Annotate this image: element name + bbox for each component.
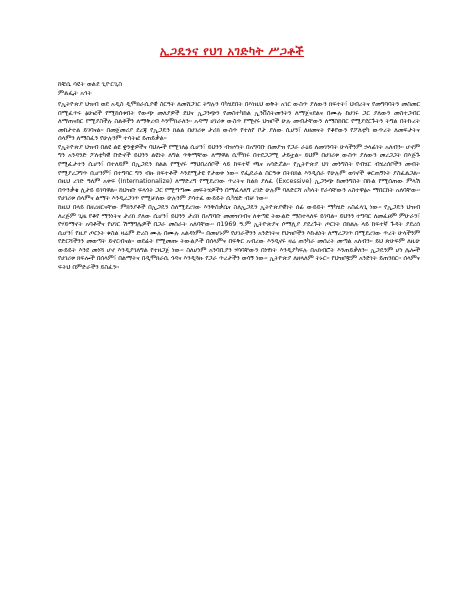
document-title: ኢጋዴንና የህገ አገድካት ሥጋቶች [159,44,305,58]
paragraph-3: ከዚህ በላይ በዘረዘርናቸው ምክንያቶች በኢጋዴን ስለሚደረገው እንቅስቃሴና ስለኢጋዴን ኢትዮጵያዊነት ሰፊ ውይይት ማካሄድ አስፈላጊ ነው፡፡ የኢጋዴን ህዝብ ለረጅም ጊዜ የቆየ ማንነትና ታሪክ ያለው ሲሆን፣ ይህንን ታሪክ በአግባቡ መመዝገብና ለቀጣዩ ትውልድ ማስተላለፍ ይገባል፡፡ ይህንን ተግባር ለመፈፀም ምሁራን፣ የሃይማኖት አባቶችና የሀገር ሽማግሌዎች በጋራ መስራት አለባቸው፡፡ በ1969 ዓ.ም ኢትዮጵያና ሶማሊያ ያደረጉት ጦርነት በክልሉ ላይ ከፍተኛ ጉዳት ያደረሰ ሲሆን፣ የዚያ ጦርነት ቁስል ዛሬም ድረስ ሙሉ በሙሉ አልዳነም፡፡ በመሆኑም የሀገራችንን አንድነትና የህዝቦችን እኩልነት ለማረጋገጥ በሚደረገው ጥረት ሁላችንም የድርሻችንን መወጣት ይኖርብናል፡፡ ወደፊት የሚመጡ ትውልዶች በሰላምና በፍቅር አብረው እንዲኖሩ ዛሬ ጠንካራ መሰረት መጣል አለብን፡፡ ይህ ጽሁፍም ለዚሁ ውይይት እንደ መነሻ ሆኖ እንዲያገለግል የተዘጋጀ ነው፡፡ ስለሆነም አንባቢያን ሃሳባቸውን በነፃነት እንዲያካፍሉ በአክብሮት እንጠይቃለን፡፡ ኢጋዴንም ሆነ ሌሎች የሀገሪቱ ክፍሎች በሰላም፣ በልማትና በዲሞክራሲ ጎዳና እንዲጓዙ የጋራ ጥረታችን ወሳኝ ነው፡፡ ኢትዮጵያ ለዘላለም ትኑር፡፡ የህዝቦቿም አንድነት ይጠንክር፡፡ ሰላምና ፍትህ በምድራችን ይስፈን፡፡ [58,203,420,271]
document-body [58,101,420,594]
author-block [58,80,122,97]
author-place: ምልፌት አጎት [58,88,92,97]
paragraph-1: የኢትዮጵያ ህዝብ ወደ አዲስ ዲሞክራሲያዊ ስርዓት ለመሸጋገር ትግሉን ባካሄደበት በእነዚህ ወቅት አገር ውስጥ ያለውን ክፍተት፣ ህብረትና የመግባባትን መስመር በሚፈጥሩ ፅሁፎች የሚከሰቱበት የውጭ መለያዎች ደህና ኢጋንጭን የመስተካከል ኢንቨስትመንትን ለማጀናደልና በሙሉ ከሀገሩ ጋር ያለውን መስተጋብር ለማጠናከር የሚያስችሉ ስልቶችን ለማቅረብ እንሞክራለን፡፡ አዳማ ሀገሪቱ ውስጥ የሚኖሩ ህዝቦች ሁሉ መብታቸውን ለማስከበር የሚያደርጉትን ትግል በትኩረት መከታተል ይገባናል፡፡ በመጀመሪያ ደረጃ የኢጋዴን ክልል በሀገሪቱ ታሪክ ውስጥ የተለየ ቦታ ያለው ሲሆን፣ ለዘመናት የቆየውን የፖለቲካ ውጥረት ለመፍታትና ሰላምን ለማስፈን የሁሉንም ተሳትፎ ይጠይቃል፡፡ [58,101,420,143]
paragraph-2: የኢትዮጵያ ህዝብ በልዩ ልዩ ቋንቋዎችና ባህሎች የሚገለፅ ሲሆን፣ ይህንን ብዝሃነት በአግባቡ በመያዝ የጋራ ራዕይ ለመገንባት ሁላችንም ኃላፊነት አለብን፡፡ ሆኖም ግን አንዳንድ ፖለቲካዊ ቡድኖች ይህንን ልዩነት ለግል ጥቅማቸው ለማዋል ሲሞክሩ በተደጋጋሚ ታይቷል፡፡ ይህም በሀገሪቱ ውስጥ ያለውን መረጋጋት በእጅጉ የሚፈታተን ሲሆን፣ በተለይም በኢጋዴን ክልል የሚኖሩ ማህበረሰቦች ላይ ከፍተኛ ጫና አሳድሯል፡፡ የኢትዮጵያ ህገ መንግስት የብሄር ብሄረሰቦችን መብት የሚያረጋግጥ ቢሆንም፣ በተግባር ግን ብዙ ክፍተቶች እንደሚታዩ የታወቀ ነው፡፡ የፌዴራል ስርዓቱ በትክክል እንዲሰራ የሁሉም ወገኖች ቁርጠኝነት ያስፈልጋል፡፡ በዚህ ረገድ ዓለም አቀፍ (Internationalize) ለማድረግ የሚደረገው ጥረትና ከልክ ያለፈ (Excessive) ኢጋንጭ ከመንግስት በኩል የሚሰጠው ምላሽ በጥንቃቄ ሊታይ ይገባዋል፡፡ ከህዝቡ ፍላጎት ጋር የሚጣጣሙ መፍትሄዎችን በማፈላለግ ረገድ ሁሉም ባለድርሻ አካላት የራሳቸውን አስተዋፅኦ ማበርከት አለባቸው፡፡ የሀገሪቱ ሰላምና ልማት እንዲረጋገጥ የሚቻለው ሁሉንም ያሳተፈ ውይይት ሲካሄድ ብቻ ነው፡፡ [58,143,420,203]
author-name: ከቹሴ ሳዩት ወልደ ጊዮርጊስ [58,80,123,88]
